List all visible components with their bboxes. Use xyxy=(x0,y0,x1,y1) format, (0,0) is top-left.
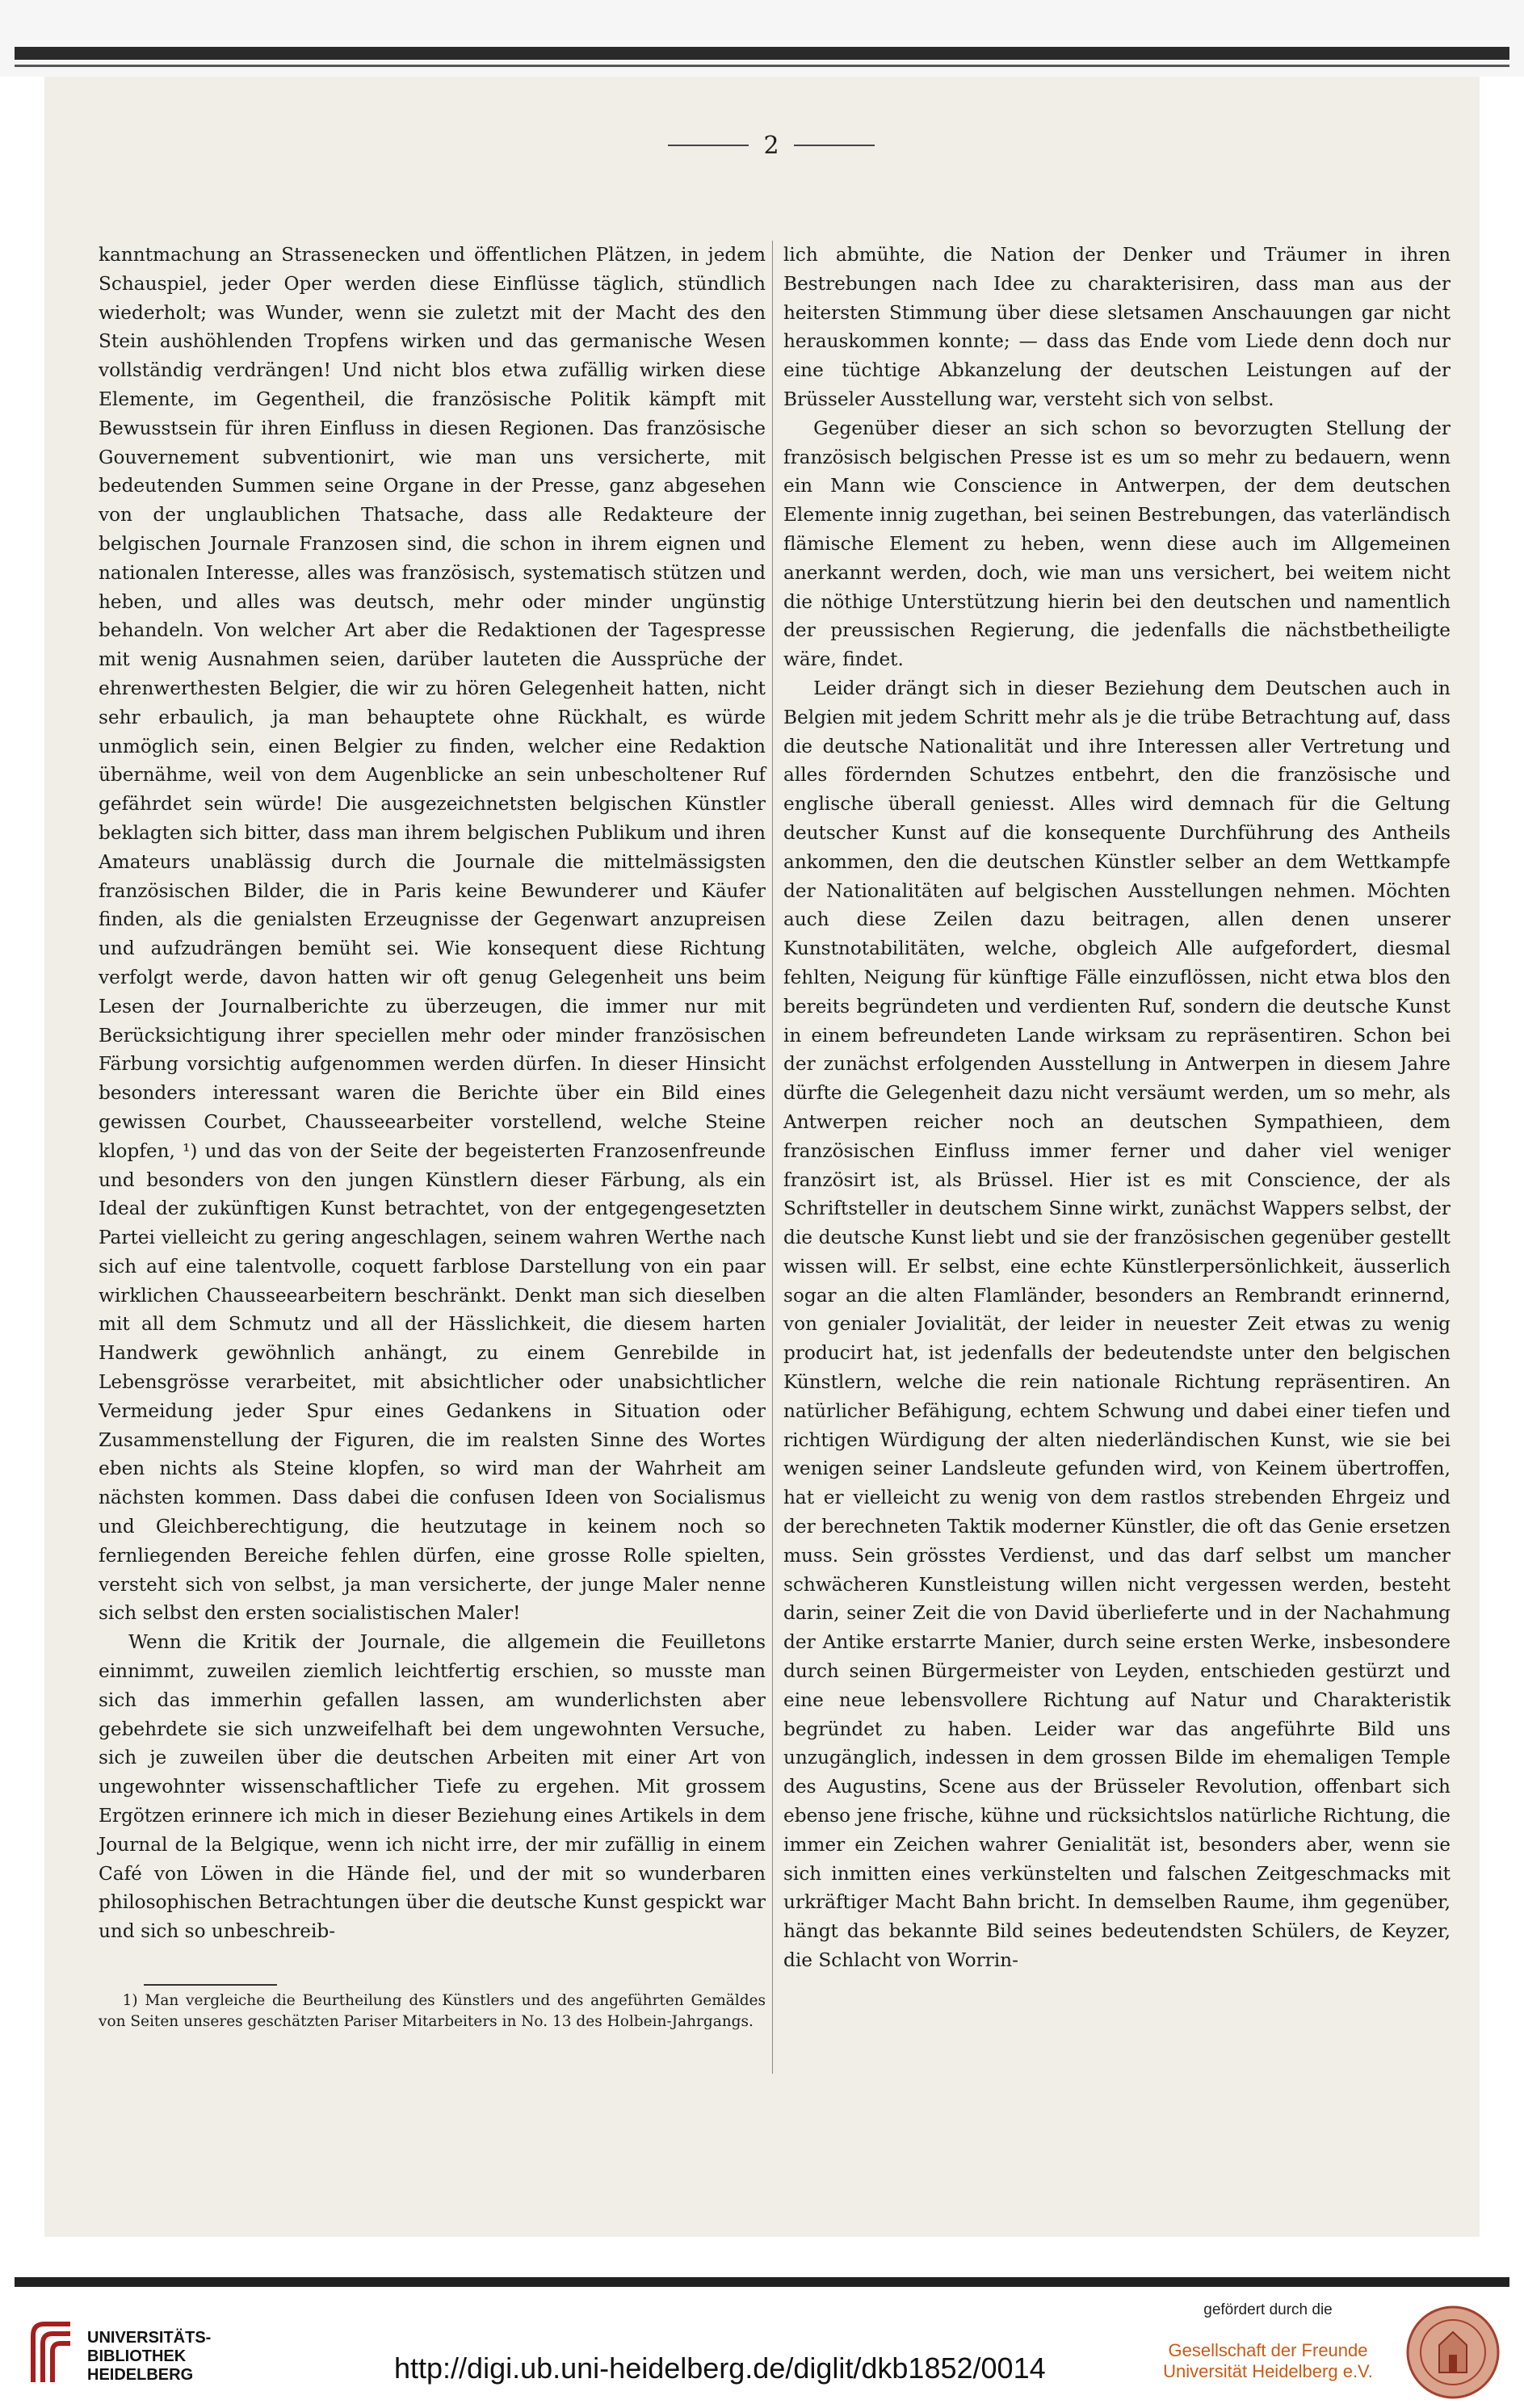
library-name xyxy=(87,2329,211,2385)
footnote-rule xyxy=(144,1984,277,1986)
permalink-url[interactable]: http://digi.ub.uni-heidelberg.de/diglit/dkb1852/0014 xyxy=(394,2351,1046,2385)
right-paragraph-1: lich abmühte, die Nation der Denker und Träumer in ihren Bestrebungen nach Idee zu charakterisiren, dass man aus der heitersten Stimmung über diese sletsamen Anschauungen gar nicht herauskommen konnte; — dass das Ende vom Liede denn doch nur eine tüchtige Abkanzelung der deutschen Leistungen auf der Brüsseler Ausstellung war, versteht sich von selbst. xyxy=(783,244,1451,410)
library-name-line-1: UNIVERSITÄTS- xyxy=(87,2329,212,2347)
page-number: 2 xyxy=(763,131,779,160)
library-name-line-2: BIBLIOTHEK xyxy=(87,2347,187,2365)
right-text-column xyxy=(783,241,1451,1975)
left-text-column xyxy=(99,241,766,1946)
sponsor-org-line-1: Gesellschaft der Freunde xyxy=(1168,2340,1368,2360)
scan-bottom-rule xyxy=(15,2277,1509,2287)
sponsor-block xyxy=(1163,2301,1373,2382)
library-logo-icon xyxy=(28,2319,75,2384)
digitization-footer xyxy=(0,2287,1524,2408)
page-number-rule-left xyxy=(668,145,749,146)
left-paragraph-1: kanntmachung an Strassenecken und öffentlichen Plätzen, in jedem Schauspiel, jeder Oper werden diese Einflüsse täglich, stündlich wiederholt; was Wunder, wenn sie zuletzt mit der Macht des den Stein aushöhlenden Tropfens wirken und das germanische Wesen vollständig verdrängen! Und nicht blos etwa zufällig wirken diese Elemente, im Gegentheil, die französische Politik kämpft mit Bewusstsein für ihren Einfluss in diesen Regionen. Das französische Gouvernement subventionirt, wie man uns versicherte, mit bedeutenden Summen seine Organe in der Presse, ganz abgesehen von der unglaublichen Thatsache, dass alle Redakteure der belgischen Journale Franzosen sind, die schon in ihrem eignen und nationalen Interesse, alles was französisch, systematisch stützen und heben, und alles was deutsch, mehr oder minder ungünstig behandeln. Von welcher Art aber die Redaktionen der Tagespresse mit wenig Ausnahmen seien, darüber lauteten die Aussprüche der ehrenwerthesten Belgier, die wir zu hören Gelegenheit hatten, nicht sehr erbaulich, ja man behauptete ohne Rückhalt, es würde unmöglich sein, einen Belgier zu finden, welcher eine Redaktion übernähme, weil von dem Augenblicke an sein unbescholtener Ruf gefährdet sein würde! Die ausgezeichnetsten belgischen Künstler beklagten sich bitter, dass man ihrem belgischen Publikum und ihren Amateurs unablässig durch die Journale die mittelmässigsten französischen Bilder, die in Paris keine Bewunderer und Käufer finden, als die genialsten Erzeugnisse der Gegenwart anzupreisen und aufzudrängen bemüht sei. Wie konsequent diese Richtung verfolgt werde, davon hatten wir oft genug Gelegenheit uns beim Lesen der Journalberichte zu überzeugen, die immer nur mit Berücksichtigung ihrer speciellen mehr oder minder französischen Färbung vorsichtig aufgenommen werden dürfen. In dieser Hinsicht besonders interessant waren die Berichte über ein Bild eines gewissen Courbet, Chausseearbeiter vorstellend, welche Steine klopfen, ¹) und das von der Seite der begeisterten Franzosenfreunde und besonders von den jungen Künstlern dieser Färbung, als ein Ideal der zukünftigen Kunst betrachtet, von der entgegengesetzten Partei vielleicht zu gering angeschlagen, seinem wahren Werthe nach sich auf eine talentvolle, coquett farblose Darstellung von ein paar wirklichen Chausseearbeitern beschränkt. Denkt man sich dieselben mit all dem Schmutz und all der Hässlichkeit, die diesem harten Handwerk gewöhnlich anhängt, zu einem Genrebilde in Lebensgrösse verarbeitet, mit absichtlicher oder unabsichtlicher Vermeidung jeder Spur eines Gedankens in Situation oder Zusammenstellung der Figuren, die im realsten Sinne des Wortes eben nichts als Steine klopfen, so wird man der Wahrheit am nächsten kommen. Dass dabei die confusen Ideen von Socialismus und Gleichberechtigung, die heutzutage in keinem noch so fernliegenden Bereiche fehlen dürfen, eine grosse Rolle spielten, versteht sich von selbst, ja man versicherte, der junge Maler nenne sich selbst den ersten socialistischen Maler! xyxy=(99,244,766,1625)
sponsor-label: gefördert durch die xyxy=(1203,2301,1333,2318)
sponsor-organization xyxy=(1163,2340,1373,2382)
right-paragraph-2: Gegenüber dieser an sich schon so bevorzugten Stellung der französisch belgischen Presse ist es um so mehr zu bedauern, wenn ein Mann wie Conscience in Antwerpen, der dem deutschen Elemente innig zugethan, bei seinen Bestrebungen, das vaterländisch flämische Element zu heben, wenn diese auch im Allgemeinen anerkannt werden, doch, wie man uns versichert, bei weitem nicht die nöthige Unterstützung hierin bei den deutschen und namentlich der preussischen Regierung, die jedenfalls die nächstbetheiligte wäre, findet. xyxy=(783,417,1451,671)
left-paragraph-2: Wenn die Kritik der Journale, die allgemein die Feuilletons einnimmt, zuweilen ziemlich leichtfertig erschien, so musste man sich das immerhin gefallen lassen, am wunderlichsten aber gebehrdete sie sich unzweifelhaft bei dem ungewohnten Versuche, sich je zuweilen über die deutschen Arbeiten mit einer Art von ungewohnter wissenschaftlicher Tiefe zu ergehen. Mit grossem Ergötzen erinnere ich mich in dieser Beziehung eines Artikels in dem Journal de la Belgique, wenn ich nicht irre, der mir zufällig in einem Café von Löwen in die Hände fiel, und der mit so wunderbaren philosophischen Betrachtungen über die deutsche Kunst gespickt war und sich so unbeschreib- xyxy=(99,1631,766,1943)
right-paragraph-3: Leider drängt sich in dieser Beziehung dem Deutschen auch in Belgien mit jedem Schritt mehr als je die trübe Betrachtung auf, dass die deutsche Nationalität und ihre Interessen aller Vertretung und alles fördernden Schutzes entbehrt, den die französische und englische überall geniesst. Alles wird demnach für die Geltung deutscher Kunst auf die konsequente Durchführung des Antheils ankommen, den die deutschen Künstler selber an dem Wettkampfe der Nationalitäten auf belgischen Ausstellungen nehmen. Möchten auch diese Zeilen dazu beitragen, allen denen unserer Kunstnotabilitäten, welche, obgleich Alle aufgefordert, diesmal fehlten, Neigung für künftige Fälle einzuflössen, nicht etwa blos den bereits begründeten und verdienten Ruf, sondern die deutsche Kunst in einem befreundeten Lande wirksam zu repräsentiren. Schon bei der zunächst erfolgenden Ausstellung in Antwerpen in diesem Jahre dürfte die Gelegenheit dazu nicht versäumt werden, um so mehr, als Antwerpen reicher noch an deutschen Sympathieen, dem französischen Einfluss immer ferner und daher viel weniger französirt ist, als Brüssel. Hier ist es mit Conscience, der als Schriftsteller in deutschem Sinne wirkt, zunächst Wappers selbst, der die deutsche Kunst liebt und sie der französischen gegenüber gestellt wissen will. Er selbst, eine echte Künstlerpersönlichkeit, äusserlich sogar an die alten Flamländer, besonders an Rembrandt erinnernd, von genialer Jovialität, der leider in neuester Zeit etwas zu wenig producirt hat, ist jedenfalls der bedeutendste unter den belgischen Künstlern, welche die rein nationale Richtung repräsentiren. An natürlicher Befähigung, echtem Schwung und dabei einer tiefen und richtigen Würdigung der alten niederländischen Kunst, wie sie bei wenigen seiner Landsleute gefunden wird, von Keinem übertroffen, hat er vielleicht zu wenig von dem rastlos strebenden Ehrgeiz und der berechneten Taktik moderner Künstler, die oft das Genie ersetzen muss. Sein grösstes Verdienst, und das darf selbst um mancher schwächeren Kunstleistung willen nicht vergessen werden, besteht darin, seiner Zeit die von David überlieferte und in der Nachahmung der Antike erstarrte Manier, durch seine ersten Werke, insbesondere durch seinen Bürgermeister von Leyden, entschieden gestürzt und eine neue lebensvollere Richtung auf Natur und Charakteristik begründet zu haben. Leider war das angeführte Bild uns unzugänglich, indessen in dem grossen Bilde im ehemaligen Temple des Augustins, Scene aus der Brüsseler Revolution, offenbart sich ebenso jene frische, kühne und rücksichtslos natürliche Richtung, die immer ein Zeichen wahrer Genialität ist, besonders aber, wenn sie sich inmitten eines verkünstelten und falschen Zeitgeschmacks mit urkräftiger Macht Bahn bricht. In demselben Raume, ihm gegenüber, hängt das bekannte Bild seines bedeutendsten Schülers, de Keyzer, die Schlacht von Worrin- xyxy=(783,677,1451,1972)
page-number-rule-right xyxy=(794,145,875,146)
page-number-row xyxy=(650,121,892,170)
scan-top-rule-thin xyxy=(15,65,1509,67)
footnote xyxy=(99,1991,766,2033)
library-name-line-3: HEIDELBERG xyxy=(87,2366,194,2384)
column-divider xyxy=(772,241,773,2074)
footnote-text: 1) Man vergleiche die Beurtheilung des Künstlers und des angeführten Gemäldes von Seiten unseres geschätzten Pariser Mitarbeiters in No. 13 des Holbein-Jahrgangs. xyxy=(99,1992,766,2030)
university-seal-icon xyxy=(1405,2305,1501,2400)
scan-top-rule xyxy=(15,47,1509,60)
sponsor-org-line-2: Universität Heidelberg e.V. xyxy=(1163,2361,1373,2381)
